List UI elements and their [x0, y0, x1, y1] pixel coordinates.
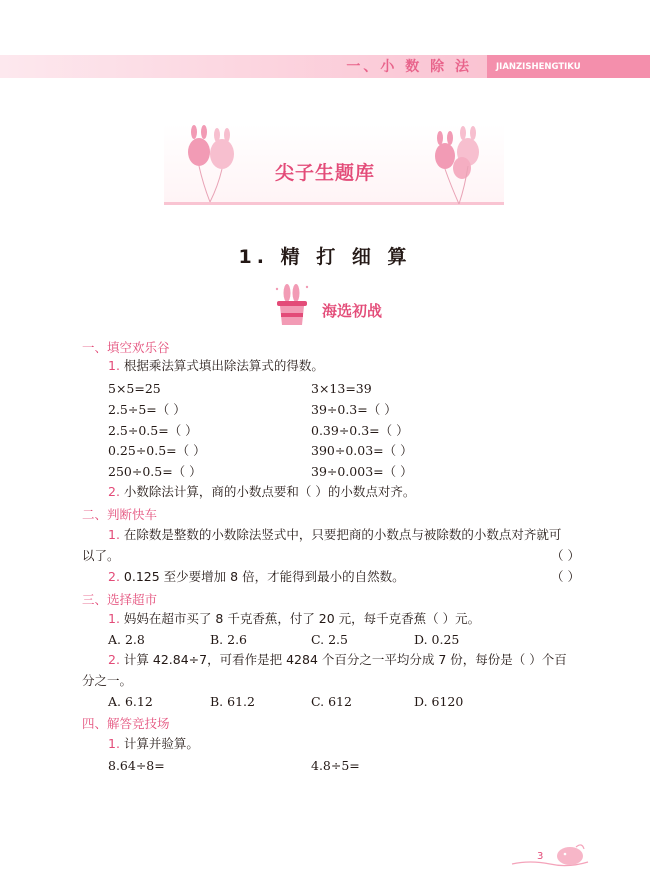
question-text: 小数除法计算，商的小数点要和（ ）的小数点对齐。 [123, 484, 416, 499]
rows-right-1: 39÷0.3=（ ） [311, 402, 397, 417]
part3-q2-cont: 分之一。 [82, 673, 133, 688]
part1-q2 [108, 484, 415, 500]
option-c: C. 612 [311, 694, 352, 709]
question-text: 妈妈在超市买了 8 千克香蕉，付了 20 元，每千克香蕉（ ）元。 [123, 611, 481, 626]
question-number: 1. [108, 736, 120, 751]
question-number: 1. [108, 358, 120, 373]
part2-q1-cont: 以了。 [82, 548, 120, 563]
page-number: 3 [537, 851, 544, 862]
option-d: D. 0.25 [414, 632, 460, 647]
rows-left-2: 2.5÷0.5=（ ） [108, 423, 198, 438]
question-number: 1. [108, 527, 120, 542]
rows-right-0: 3×13=39 [311, 381, 372, 396]
option-c: C. 2.5 [311, 632, 348, 647]
option-a: A. 6.12 [108, 694, 153, 709]
option-b: B. 2.6 [210, 632, 248, 647]
calc-left: 8.64÷8= [108, 758, 165, 773]
answer-paren: （ ） [551, 569, 580, 584]
question-text: 计算 42.84÷7，可看作是把 4284 个百分之一平均分成 7 份，每份是（ ）个百 [123, 652, 567, 667]
header-tag-label: JIANZISHENGTIKU [496, 62, 581, 72]
question-text: 根据乘法算式填出除法算式的得数。 [123, 358, 324, 373]
rows-right-2: 0.39÷0.3=（ ） [311, 423, 409, 438]
section-title: 1. 精 打 细 算 [238, 246, 412, 268]
subtitle: 海选初战 [322, 302, 383, 320]
rows-right-3: 390÷0.03=（ ） [311, 443, 413, 458]
part2-q1 [108, 527, 561, 543]
question-number: 2. [108, 569, 120, 584]
question-number: 2. [108, 484, 120, 499]
rows-left-0: 5×5=25 [108, 381, 161, 396]
part1-heading: 一、填空欢乐谷 [82, 340, 170, 355]
option-a: A. 2.8 [108, 632, 145, 647]
footer-wave-decoration-icon [510, 842, 590, 872]
question-number: 1. [108, 611, 120, 626]
question-number: 2. [108, 652, 120, 667]
option-b: B. 61.2 [210, 694, 255, 709]
option-d: D. 6120 [414, 694, 464, 709]
rows-left-1: 2.5÷5=（ ） [108, 402, 186, 417]
magic-hat-bunny-icon [274, 283, 310, 327]
rows-left-3: 0.25÷0.5=（ ） [108, 443, 206, 458]
part4-q1 [108, 736, 199, 752]
part3-q2 [108, 652, 567, 668]
rows-right-4: 39÷0.003=（ ） [311, 464, 413, 479]
part4-heading: 四、解答竞技场 [82, 716, 170, 731]
part2-heading: 二、判断快车 [82, 507, 158, 522]
question-text: 0.125 至少要增加 8 倍，才能得到最小的自然数。 [123, 569, 405, 584]
part3-q1 [108, 611, 480, 627]
question-text: 在除数是整数的小数除法竖式中，只要把商的小数点与被除数的小数点对齐就可 [123, 527, 562, 542]
calc-right: 4.8÷5= [311, 758, 360, 773]
banner-title: 尖子生题库 [274, 162, 375, 184]
answer-paren: （ ） [551, 548, 580, 563]
part1-q1 [108, 358, 324, 374]
chapter-title: 一、小 数 除 法 [346, 59, 472, 75]
question-text: 计算并验算。 [123, 736, 199, 751]
part2-q2 [108, 569, 405, 585]
part3-heading: 三、选择超市 [82, 592, 158, 607]
rows-left-4: 250÷0.5=（ ） [108, 464, 202, 479]
